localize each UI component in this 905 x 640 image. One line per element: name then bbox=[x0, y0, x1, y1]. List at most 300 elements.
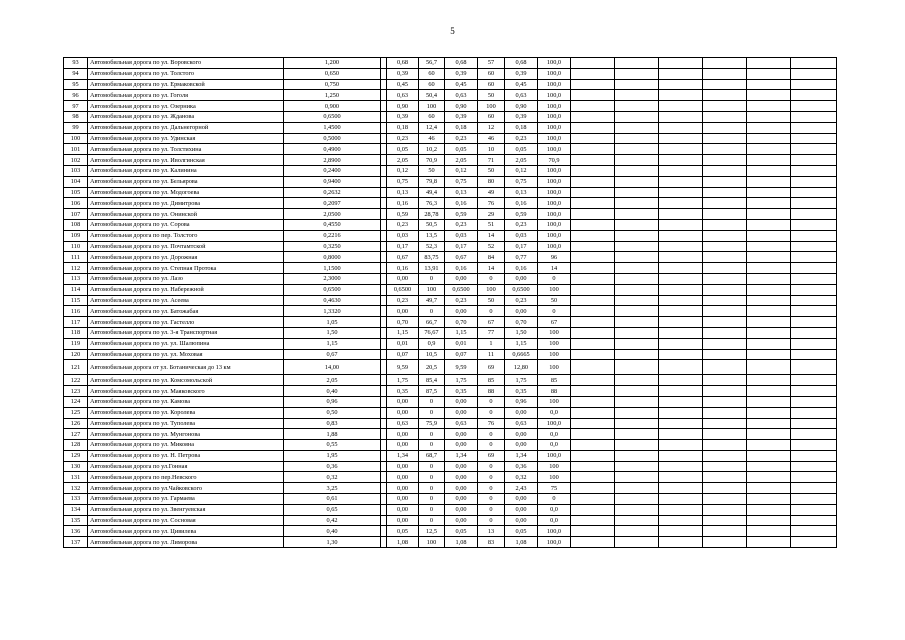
empty-cell bbox=[615, 407, 659, 418]
empty-cell bbox=[791, 284, 837, 295]
empty-cell bbox=[571, 68, 615, 79]
value-1: 1,34 bbox=[387, 450, 419, 461]
percent-2: 0 bbox=[478, 306, 505, 317]
empty-cell bbox=[791, 68, 837, 79]
road-length: 0,40 bbox=[284, 526, 381, 537]
percent-3: 0,0 bbox=[538, 504, 571, 515]
percent-2: 60 bbox=[478, 79, 505, 90]
empty-cell bbox=[747, 537, 791, 548]
empty-cell bbox=[747, 429, 791, 440]
empty-cell bbox=[659, 504, 703, 515]
percent-2: 85 bbox=[478, 375, 505, 386]
percent-1: 70,9 bbox=[419, 155, 445, 166]
empty-cell bbox=[791, 219, 837, 230]
row-number: 94 bbox=[64, 68, 88, 79]
road-name: Автомобильная дорога от ул. Ботаническая до 13 км bbox=[88, 360, 284, 375]
road-name: Автомобильная дорога по ул. Набережной bbox=[88, 284, 284, 295]
value-1: 0,00 bbox=[387, 306, 419, 317]
row-number: 113 bbox=[64, 273, 88, 284]
percent-3: 0 bbox=[538, 494, 571, 505]
empty-cell bbox=[571, 230, 615, 241]
empty-cell bbox=[615, 472, 659, 483]
empty-cell bbox=[659, 386, 703, 397]
percent-2: 10 bbox=[478, 144, 505, 155]
table-row bbox=[64, 306, 837, 317]
road-length: 14,00 bbox=[284, 360, 381, 375]
road-name: Автомобильная дорога по ул. Гастелло bbox=[88, 317, 284, 328]
table-row bbox=[64, 209, 837, 220]
row-number: 108 bbox=[64, 219, 88, 230]
empty-cell bbox=[571, 252, 615, 263]
percent-3: 85 bbox=[538, 375, 571, 386]
empty-cell bbox=[703, 111, 747, 122]
table-row bbox=[64, 155, 837, 166]
empty-cell bbox=[615, 450, 659, 461]
value-1: 1,08 bbox=[387, 537, 419, 548]
empty-cell bbox=[703, 472, 747, 483]
empty-cell bbox=[659, 90, 703, 101]
value-2: 1,75 bbox=[445, 375, 478, 386]
value-1: 0,00 bbox=[387, 494, 419, 505]
empty-cell bbox=[615, 79, 659, 90]
value-1: 0,05 bbox=[387, 526, 419, 537]
empty-cell bbox=[747, 111, 791, 122]
empty-cell bbox=[615, 122, 659, 133]
percent-3: 100,0 bbox=[538, 230, 571, 241]
value-2: 0,00 bbox=[445, 306, 478, 317]
row-number: 106 bbox=[64, 198, 88, 209]
value-1: 0,07 bbox=[387, 349, 419, 360]
table-row bbox=[64, 295, 837, 306]
value-1: 0,00 bbox=[387, 273, 419, 284]
empty-cell bbox=[615, 526, 659, 537]
percent-2: 76 bbox=[478, 198, 505, 209]
value-2: 0,00 bbox=[445, 440, 478, 451]
road-length: 0,4630 bbox=[284, 295, 381, 306]
empty-cell bbox=[791, 407, 837, 418]
road-length: 0,96 bbox=[284, 396, 381, 407]
empty-cell bbox=[791, 209, 837, 220]
empty-cell bbox=[791, 526, 837, 537]
empty-cell bbox=[615, 263, 659, 274]
empty-cell bbox=[747, 230, 791, 241]
table-row bbox=[64, 101, 837, 112]
percent-3: 100,0 bbox=[538, 122, 571, 133]
road-name: Автомобильная дорога по ул.Гонная bbox=[88, 461, 284, 472]
empty-cell bbox=[747, 187, 791, 198]
percent-3: 0,0 bbox=[538, 515, 571, 526]
empty-cell bbox=[703, 440, 747, 451]
percent-1: 87,5 bbox=[419, 386, 445, 397]
value-1: 0,18 bbox=[387, 122, 419, 133]
empty-cell bbox=[571, 176, 615, 187]
value-2: 0,00 bbox=[445, 461, 478, 472]
table-row bbox=[64, 317, 837, 328]
table-row bbox=[64, 273, 837, 284]
percent-3: 0,0 bbox=[538, 440, 571, 451]
empty-cell bbox=[571, 306, 615, 317]
value-2: 0,01 bbox=[445, 338, 478, 349]
empty-cell bbox=[615, 209, 659, 220]
row-number: 125 bbox=[64, 407, 88, 418]
empty-cell bbox=[615, 418, 659, 429]
empty-cell bbox=[615, 338, 659, 349]
empty-cell bbox=[747, 450, 791, 461]
value-2: 0,59 bbox=[445, 209, 478, 220]
value-3: 0,00 bbox=[505, 273, 538, 284]
value-3: 0,00 bbox=[505, 407, 538, 418]
percent-1: 85,4 bbox=[419, 375, 445, 386]
empty-cell bbox=[659, 252, 703, 263]
percent-1: 50 bbox=[419, 165, 445, 176]
value-2: 0,00 bbox=[445, 494, 478, 505]
value-1: 0,39 bbox=[387, 68, 419, 79]
value-3: 1,75 bbox=[505, 375, 538, 386]
empty-cell bbox=[747, 360, 791, 375]
value-3: 0,90 bbox=[505, 101, 538, 112]
road-length: 0,6500 bbox=[284, 111, 381, 122]
value-2: 0,00 bbox=[445, 396, 478, 407]
road-name: Автомобильная дорога по ул. Сосновая bbox=[88, 515, 284, 526]
percent-1: 10,2 bbox=[419, 144, 445, 155]
value-1: 0,17 bbox=[387, 241, 419, 252]
empty-cell bbox=[615, 273, 659, 284]
empty-cell bbox=[791, 295, 837, 306]
road-name: Автомобильная дорога по ул. Звенгуевская bbox=[88, 504, 284, 515]
percent-1: 56,7 bbox=[419, 58, 445, 69]
empty-cell bbox=[747, 306, 791, 317]
empty-cell bbox=[659, 79, 703, 90]
percent-2: 29 bbox=[478, 209, 505, 220]
percent-3: 100,0 bbox=[538, 144, 571, 155]
value-3: 0,32 bbox=[505, 472, 538, 483]
value-3: 0,68 bbox=[505, 58, 538, 69]
value-2: 0,13 bbox=[445, 187, 478, 198]
road-name: Автомобильная дорога по ул. 3-я Транспортная bbox=[88, 327, 284, 338]
road-name: Автомобильная дорога по ул. Толстого bbox=[88, 68, 284, 79]
percent-1: 0 bbox=[419, 472, 445, 483]
empty-cell bbox=[659, 407, 703, 418]
empty-cell bbox=[747, 504, 791, 515]
percent-3: 100 bbox=[538, 338, 571, 349]
percent-1: 0 bbox=[419, 440, 445, 451]
value-2: 0,23 bbox=[445, 295, 478, 306]
row-number: 135 bbox=[64, 515, 88, 526]
percent-2: 84 bbox=[478, 252, 505, 263]
table-row bbox=[64, 440, 837, 451]
road-length: 0,6500 bbox=[284, 284, 381, 295]
value-3: 0,96 bbox=[505, 396, 538, 407]
table-row bbox=[64, 472, 837, 483]
road-length: 1,1500 bbox=[284, 263, 381, 274]
empty-cell bbox=[659, 418, 703, 429]
empty-cell bbox=[747, 483, 791, 494]
percent-1: 68,7 bbox=[419, 450, 445, 461]
percent-3: 100 bbox=[538, 396, 571, 407]
empty-cell bbox=[659, 219, 703, 230]
empty-cell bbox=[703, 263, 747, 274]
road-length: 0,55 bbox=[284, 440, 381, 451]
table-row bbox=[64, 252, 837, 263]
road-length: 3,25 bbox=[284, 483, 381, 494]
percent-2: 0 bbox=[478, 461, 505, 472]
percent-1: 0 bbox=[419, 407, 445, 418]
row-number: 122 bbox=[64, 375, 88, 386]
value-3: 0,6665 bbox=[505, 349, 538, 360]
empty-cell bbox=[571, 273, 615, 284]
row-number: 105 bbox=[64, 187, 88, 198]
empty-cell bbox=[791, 165, 837, 176]
road-name: Автомобильная дорога по ул. Удинская bbox=[88, 133, 284, 144]
percent-1: 100 bbox=[419, 101, 445, 112]
empty-cell bbox=[571, 58, 615, 69]
row-number: 129 bbox=[64, 450, 88, 461]
value-2: 0,63 bbox=[445, 418, 478, 429]
row-number: 99 bbox=[64, 122, 88, 133]
empty-cell bbox=[571, 537, 615, 548]
empty-cell bbox=[791, 349, 837, 360]
percent-1: 60 bbox=[419, 111, 445, 122]
road-length: 0,65 bbox=[284, 504, 381, 515]
percent-3: 100,0 bbox=[538, 133, 571, 144]
table-body bbox=[64, 58, 837, 548]
empty-cell bbox=[615, 133, 659, 144]
percent-2: 0 bbox=[478, 515, 505, 526]
percent-2: 0 bbox=[478, 494, 505, 505]
empty-cell bbox=[659, 111, 703, 122]
percent-3: 88 bbox=[538, 386, 571, 397]
percent-1: 50,5 bbox=[419, 219, 445, 230]
row-number: 97 bbox=[64, 101, 88, 112]
empty-cell bbox=[791, 327, 837, 338]
percent-2: 12 bbox=[478, 122, 505, 133]
empty-cell bbox=[615, 386, 659, 397]
empty-cell bbox=[747, 241, 791, 252]
table-row bbox=[64, 263, 837, 274]
percent-1: 100 bbox=[419, 537, 445, 548]
percent-1: 12,4 bbox=[419, 122, 445, 133]
percent-2: 60 bbox=[478, 111, 505, 122]
empty-cell bbox=[703, 209, 747, 220]
value-1: 0,39 bbox=[387, 111, 419, 122]
empty-cell bbox=[615, 327, 659, 338]
percent-3: 100 bbox=[538, 461, 571, 472]
percent-3: 100,0 bbox=[538, 187, 571, 198]
empty-cell bbox=[791, 360, 837, 375]
road-name: Автомобильная дорога по ул. Лазо bbox=[88, 273, 284, 284]
road-name: Автомобильная дорога по ул. Комсомольской bbox=[88, 375, 284, 386]
value-2: 0,12 bbox=[445, 165, 478, 176]
value-2: 0,00 bbox=[445, 429, 478, 440]
table-row bbox=[64, 122, 837, 133]
empty-cell bbox=[703, 494, 747, 505]
percent-3: 100,0 bbox=[538, 68, 571, 79]
percent-3: 50 bbox=[538, 295, 571, 306]
empty-cell bbox=[791, 483, 837, 494]
empty-cell bbox=[615, 515, 659, 526]
empty-cell bbox=[571, 90, 615, 101]
percent-3: 100,0 bbox=[538, 450, 571, 461]
percent-1: 12,5 bbox=[419, 526, 445, 537]
empty-cell bbox=[791, 317, 837, 328]
empty-cell bbox=[615, 504, 659, 515]
empty-cell bbox=[571, 440, 615, 451]
percent-2: 14 bbox=[478, 263, 505, 274]
percent-3: 100 bbox=[538, 472, 571, 483]
table-row bbox=[64, 396, 837, 407]
empty-cell bbox=[571, 450, 615, 461]
percent-3: 100,0 bbox=[538, 79, 571, 90]
empty-cell bbox=[791, 504, 837, 515]
table-row bbox=[64, 537, 837, 548]
road-name: Автомобильная дорога по ул. Микояна bbox=[88, 440, 284, 451]
empty-cell bbox=[571, 386, 615, 397]
row-number: 133 bbox=[64, 494, 88, 505]
empty-cell bbox=[615, 68, 659, 79]
empty-cell bbox=[571, 263, 615, 274]
empty-cell bbox=[747, 461, 791, 472]
table-row bbox=[64, 68, 837, 79]
empty-cell bbox=[659, 209, 703, 220]
percent-2: 0 bbox=[478, 440, 505, 451]
percent-3: 0,0 bbox=[538, 407, 571, 418]
empty-cell bbox=[791, 263, 837, 274]
percent-1: 83,75 bbox=[419, 252, 445, 263]
empty-cell bbox=[659, 273, 703, 284]
road-name: Автомобильная дорога по ул. Воровского bbox=[88, 58, 284, 69]
road-name: Автомобильная дорога по ул. Жданова bbox=[88, 111, 284, 122]
road-name: Автомобильная дорога по ул. Цивилева bbox=[88, 526, 284, 537]
empty-cell bbox=[747, 526, 791, 537]
empty-cell bbox=[703, 165, 747, 176]
empty-cell bbox=[659, 450, 703, 461]
road-name: Автомобильная дорога по ул. Батожабая bbox=[88, 306, 284, 317]
value-1: 0,00 bbox=[387, 429, 419, 440]
empty-cell bbox=[747, 198, 791, 209]
value-2: 0,39 bbox=[445, 68, 478, 79]
value-1: 0,00 bbox=[387, 504, 419, 515]
percent-1: 10,5 bbox=[419, 349, 445, 360]
row-number: 96 bbox=[64, 90, 88, 101]
empty-cell bbox=[571, 284, 615, 295]
percent-3: 100,0 bbox=[538, 58, 571, 69]
value-3: 2,05 bbox=[505, 155, 538, 166]
empty-cell bbox=[747, 273, 791, 284]
table-row bbox=[64, 450, 837, 461]
percent-3: 96 bbox=[538, 252, 571, 263]
value-2: 0,17 bbox=[445, 241, 478, 252]
empty-cell bbox=[659, 241, 703, 252]
road-length: 2,05 bbox=[284, 375, 381, 386]
value-1: 0,68 bbox=[387, 58, 419, 69]
table-row bbox=[64, 144, 837, 155]
row-number: 121 bbox=[64, 360, 88, 375]
empty-cell bbox=[615, 187, 659, 198]
percent-3: 100,0 bbox=[538, 526, 571, 537]
road-name: Автомобильная дорога по ул. Мунгонова bbox=[88, 429, 284, 440]
percent-2: 100 bbox=[478, 284, 505, 295]
empty-cell bbox=[703, 133, 747, 144]
percent-2: 49 bbox=[478, 187, 505, 198]
value-2: 0,67 bbox=[445, 252, 478, 263]
empty-cell bbox=[747, 515, 791, 526]
value-3: 0,23 bbox=[505, 133, 538, 144]
empty-cell bbox=[571, 79, 615, 90]
row-number: 111 bbox=[64, 252, 88, 263]
empty-cell bbox=[791, 429, 837, 440]
row-number: 137 bbox=[64, 537, 88, 548]
road-name: Автомобильная дорога по ул. ул. Моховая bbox=[88, 349, 284, 360]
value-3: 0,36 bbox=[505, 461, 538, 472]
table-row bbox=[64, 111, 837, 122]
value-1: 0,70 bbox=[387, 317, 419, 328]
empty-cell bbox=[659, 122, 703, 133]
percent-3: 100 bbox=[538, 349, 571, 360]
value-1: 0,23 bbox=[387, 133, 419, 144]
empty-cell bbox=[659, 144, 703, 155]
empty-cell bbox=[747, 440, 791, 451]
value-1: 0,00 bbox=[387, 396, 419, 407]
empty-cell bbox=[747, 79, 791, 90]
percent-1: 0 bbox=[419, 306, 445, 317]
empty-cell bbox=[659, 494, 703, 505]
empty-cell bbox=[703, 252, 747, 263]
empty-cell bbox=[791, 252, 837, 263]
percent-2: 0 bbox=[478, 407, 505, 418]
empty-cell bbox=[659, 263, 703, 274]
road-name: Автомобильная дорога по ул.Чайковского bbox=[88, 483, 284, 494]
table-row bbox=[64, 79, 837, 90]
empty-cell bbox=[791, 241, 837, 252]
percent-1: 76,3 bbox=[419, 198, 445, 209]
empty-cell bbox=[703, 79, 747, 90]
empty-cell bbox=[703, 515, 747, 526]
empty-cell bbox=[703, 327, 747, 338]
road-length: 0,50 bbox=[284, 407, 381, 418]
empty-cell bbox=[791, 306, 837, 317]
percent-2: 67 bbox=[478, 317, 505, 328]
empty-cell bbox=[659, 375, 703, 386]
row-number: 114 bbox=[64, 284, 88, 295]
empty-cell bbox=[659, 461, 703, 472]
empty-cell bbox=[659, 349, 703, 360]
value-3: 0,00 bbox=[505, 306, 538, 317]
row-number: 115 bbox=[64, 295, 88, 306]
road-length: 1,4500 bbox=[284, 122, 381, 133]
row-number: 109 bbox=[64, 230, 88, 241]
value-2: 0,90 bbox=[445, 101, 478, 112]
road-name: Автомобильная дорога по ул. Степная Протока bbox=[88, 263, 284, 274]
road-length: 0,9400 bbox=[284, 176, 381, 187]
value-1: 0,63 bbox=[387, 418, 419, 429]
percent-2: 88 bbox=[478, 386, 505, 397]
row-number: 127 bbox=[64, 429, 88, 440]
row-number: 124 bbox=[64, 396, 88, 407]
table-row bbox=[64, 483, 837, 494]
table-row bbox=[64, 58, 837, 69]
empty-cell bbox=[703, 504, 747, 515]
empty-cell bbox=[791, 122, 837, 133]
row-number: 95 bbox=[64, 79, 88, 90]
table-row bbox=[64, 230, 837, 241]
empty-cell bbox=[791, 273, 837, 284]
value-3: 0,00 bbox=[505, 494, 538, 505]
empty-cell bbox=[571, 165, 615, 176]
empty-cell bbox=[747, 155, 791, 166]
road-length: 0,3250 bbox=[284, 241, 381, 252]
value-2: 9,59 bbox=[445, 360, 478, 375]
empty-cell bbox=[791, 386, 837, 397]
